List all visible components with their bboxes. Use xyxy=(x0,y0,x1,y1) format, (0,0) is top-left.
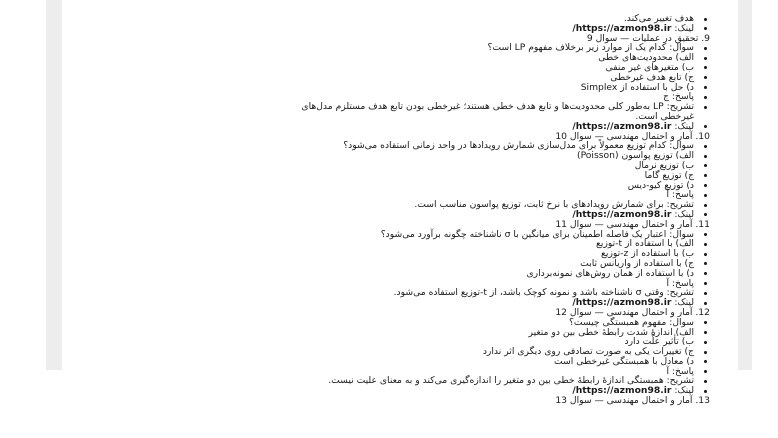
question-heading: 13. آمار و احتمال مهندسی — سوال 13 xyxy=(555,395,710,407)
question-heading: 12. آمار و احتمال مهندسی — سوال 12 xyxy=(555,306,710,318)
link-url[interactable]: https://azmon98.ir/ xyxy=(572,385,672,397)
list-item: تشریح: LP به‌طور کلی محدودیت‌ها و تابع هدف خطی هستند؛ غیرخطی بودن تابع هدف مستلزم مدل‌های xyxy=(90,102,710,112)
link-label: لینک: xyxy=(671,120,694,132)
list-item: سوال: کدام یک از موارد زیر برخلاف مفهوم LP است؟ xyxy=(90,43,710,53)
list-item: سوال: اعتبار یک فاصله اطمینان برای میانگین با σ ناشناخته چگونه برآورد می‌شود؟ xyxy=(90,230,710,240)
document-page xyxy=(62,0,738,407)
list-item: ج) تابع هدف غیرخطی xyxy=(90,73,710,83)
left-gutter xyxy=(46,0,62,370)
list-item: د) توزیع کیو-دیس xyxy=(90,181,710,191)
list-item: د) حل با استفاده از Simplex xyxy=(90,83,710,93)
list-item-continuation: غیرخطی است. xyxy=(635,110,694,122)
list-item: ب) توزیع نرمال xyxy=(90,161,710,171)
list-item: د) معادل با همبستگی غیرخطی است xyxy=(90,357,710,367)
list-item: پاسخ: آ xyxy=(90,190,710,200)
list-item: پاسخ: آ xyxy=(90,367,710,377)
link-label: لینک: xyxy=(671,22,694,34)
list-item: الف) توزیع پواسون (Poisson) xyxy=(90,151,710,161)
link-url[interactable]: https://azmon98.ir/ xyxy=(572,22,672,34)
list-item: تشریح: وقتی σ ناشناخته باشد و نمونه کوچک باشد، از t-توزیع استفاده می‌شود. xyxy=(90,288,710,298)
link-label: لینک: xyxy=(671,385,694,397)
link-url[interactable]: https://azmon98.ir/ xyxy=(572,120,672,132)
list-item: ب) تأثیر علّت دارد xyxy=(90,337,710,347)
question-heading: 10. آمار و احتمال مهندسی — سوال 10 xyxy=(555,130,710,142)
link-label: لینک: xyxy=(671,297,694,309)
right-gutter xyxy=(738,0,752,370)
list-item: سوال: مفهوم همبستگی چیست؟ xyxy=(90,318,710,328)
list-item: پاسخ: آ xyxy=(90,279,710,289)
question-heading: 9. تحقیق در عملیات — سوال 9 xyxy=(586,32,710,44)
list-item: سوال: کدام توزیع معمولاً برای مدل‌سازی شمارش رویدادها در واحد زمانی استفاده می‌شود؟ xyxy=(90,141,710,151)
list-item: پاسخ: ج xyxy=(90,92,710,102)
list-item: الف) با استفاده از t-توزیع xyxy=(90,239,710,249)
list-item: ج) با استفاده از واریانس ثابت xyxy=(90,259,710,269)
link-label: لینک: xyxy=(671,208,694,220)
list-item: ج) توزیع گاما xyxy=(90,171,710,181)
list-item: ج) تغییرات یکی به صورت تصادفی روی دیگری اثر ندارد xyxy=(90,347,710,357)
link-url[interactable]: https://azmon98.ir/ xyxy=(572,208,672,220)
list-item: ب) با استفاده از z-توزیع xyxy=(90,249,710,259)
list-item: الف) اندازهٔ شدت رابطهٔ خطی بین دو متغیر xyxy=(90,328,710,338)
list-item: تشریح: همبستگی اندازهٔ رابطهٔ خطی بین دو متغیر را اندازه‌گیری می‌کند و به معنای علیت نیست. xyxy=(90,376,710,386)
document-content xyxy=(90,14,710,406)
list-item: هدف تغییر می‌کند. xyxy=(90,14,710,24)
link-url[interactable]: https://azmon98.ir/ xyxy=(572,297,672,309)
list-item: ب) متغیرهای غیر منفی xyxy=(90,63,710,73)
list-item: تشریح: برای شمارش رویدادهای با نرخ ثابت، توزیع پواسون مناسب است. xyxy=(90,200,710,210)
list-item: الف) محدودیت‌های خطی xyxy=(90,53,710,63)
list-item: د) با استفاده از همان روش‌های نمونه‌برداری xyxy=(90,269,710,279)
question-heading: 11. آمار و احتمال مهندسی — سوال 11 xyxy=(555,218,710,230)
